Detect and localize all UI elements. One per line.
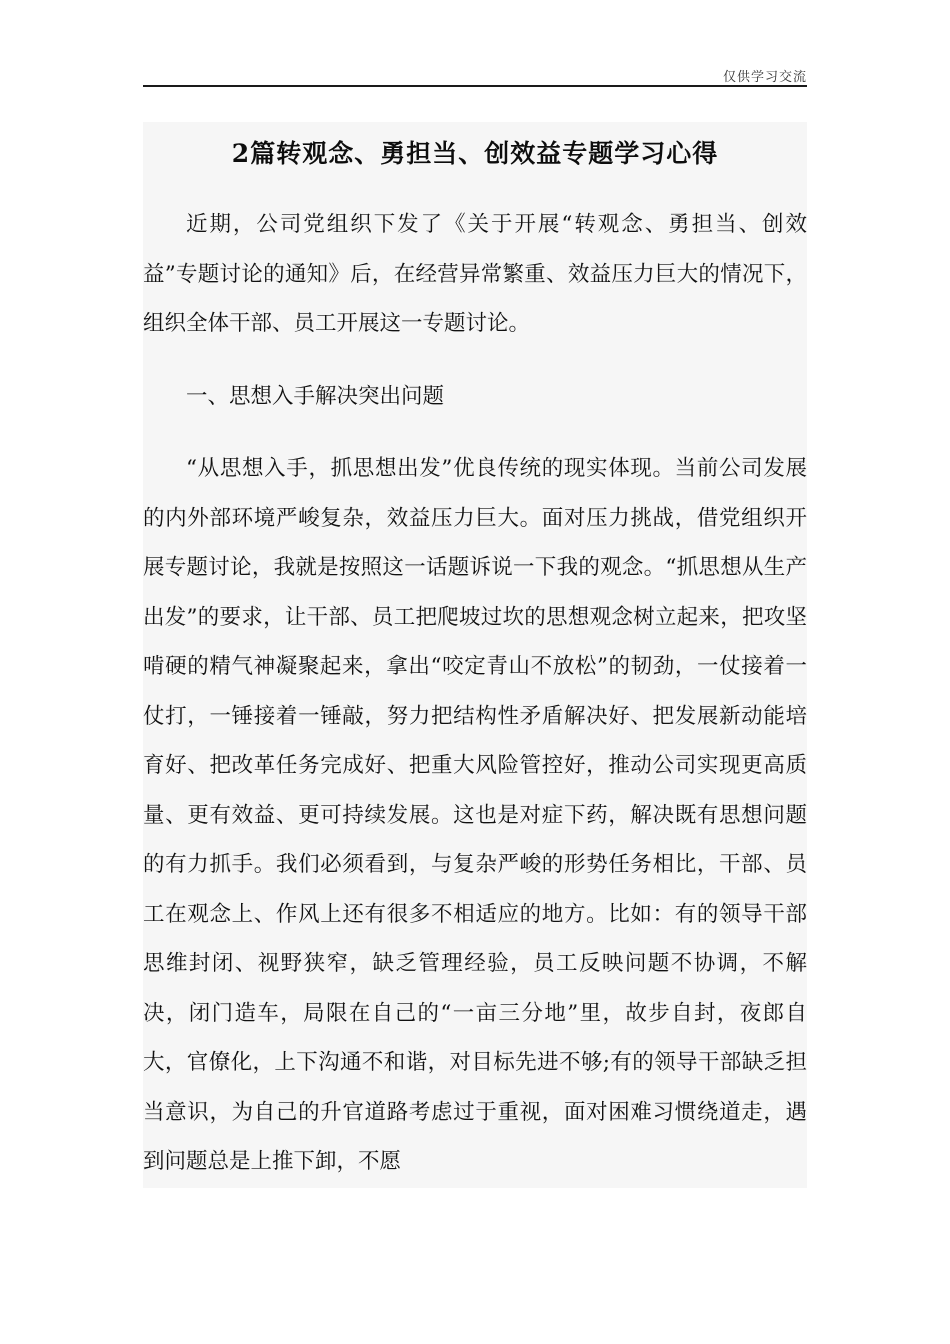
document-title: 2篇转观念、勇担当、创效益专题学习心得 [231,139,719,168]
header-label: 仅供学习交流 [722,70,807,85]
paragraph-body: “从思想入手，抓思想出发”优良传统的现实体现。当前公司发展的内外部环境严峻复杂，效益压力巨大。面对压力挑战，借党组织开展专题讨论，我就是按照这一话题诉说一下我的观念。“抓思想从生产出发”的要求，让干部、员工把爬坡过坎的思想观念树立起来，把攻坚啃硬的精气神凝聚起来，拿出“咬定青山不放松”的韧劲，一仗接着一仗打，一锤接着一锤敲，努力把结构性矛盾解决好、把发展新动能培育好、把改革任务完成好、把重大风险管控好，推动公司实现更高质量、更有效益、更可持续发展。这也是对症下药，解决既有思想问题的有力抓手。我们必须看到，与复杂严峻的形势任务相比，干部、员工在观念上、作风上还有很多不相适应的地方。比如：有的领导干部思维封闭、视野狭窄，缺乏管理经验，员工反映问题不协调，不解决，闭门造车，局限在自己的“一亩三分地”里，故步自封，夜郎自大，官僚化，上下沟通不和谐，对目标先进不够;有的领导干部缺乏担当意识，为自己的升官道路考虑过于重视，面对困难习惯绕道走，遇到问题总是上推下卸，不愿 [143,456,807,1174]
paragraph-intro: 近期，公司党组织下发了《关于开展“转观念、勇担当、创效益”专题讨论的通知》后，在经营异常繁重、效益压力巨大的情况下，组织全体干部、员工开展这一专题讨论。 [143,212,807,336]
document-body [143,122,807,1188]
section-heading: 一、思想入手解决突出问题 [186,383,445,409]
header-rule [143,85,807,87]
